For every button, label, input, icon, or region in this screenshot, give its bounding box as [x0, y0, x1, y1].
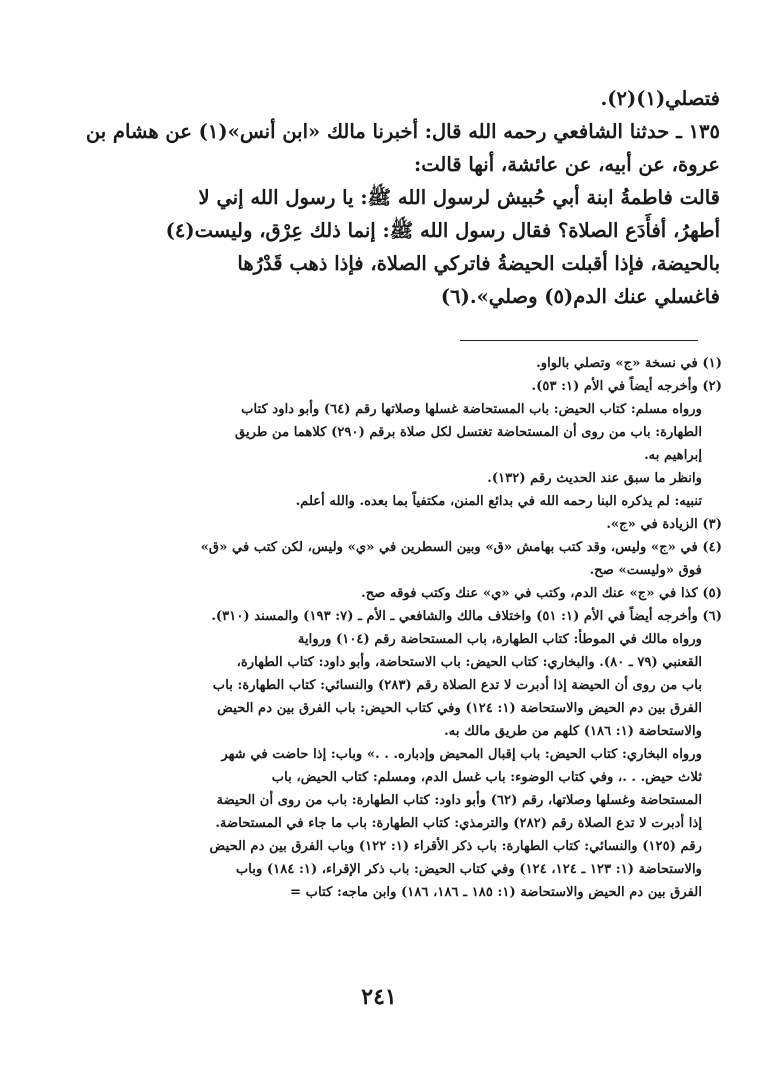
footnote-line: (٢) وأخرجه أيضاً في الأم (١: ٥٣). [531, 379, 722, 394]
footnote-line: والاستحاضة (١: ١٢٣ ـ ١٢٤، ١٢٤) وفي كتاب الحيض: باب ذكر الإقراء، (١: ١٨٤) وباب [235, 862, 702, 877]
hadith-line-6: فاغسلي عنك الدم(٥) وصلي».(٦) [440, 285, 720, 308]
footnote-line: باب من روى أن الحيضة إذا أدبرت لا تدع الصلاة رقم (٢٨٣) والنسائي: كتاب الطهارة: باب [212, 678, 702, 693]
footnote-line: المستحاضة وغسلها وصلاتها، رقم (٦٢) وأبو داود: كتاب الطهارة: باب من روى أن الحيضة [216, 793, 702, 808]
page-number: ٢٤١ [361, 984, 397, 1010]
footnote-line: رقم (١٢٥) والنسائي: كتاب الطهارة: باب ذكر الأقراء (١: ١٢٢) وباب الفرق بين دم الحيض [209, 839, 702, 854]
footnote-line: إبراهيم به. [644, 448, 702, 463]
footnote-divider [460, 340, 698, 341]
hadith-line-4: أطهرُ، أفأَدَع الصلاة؟ فقال رسول الله ﷺ: إنما ذلك عِرْق، وليست(٤) [165, 219, 720, 242]
footnote-line: القعنبي (٧٩ ـ ٨٠). والبخاري: كتاب الحيض: باب الاستحاضة، وأبو داود: كتاب الطهارة، [236, 655, 702, 670]
footnote-line: فوق «وليست» صح. [589, 563, 702, 578]
footnote-line: (٦) وأخرجه أيضاً في الأم (١: ٥١) واختلاف مالك والشافعي ـ الأم ـ (٧: ١٩٣) والمسند (٣١٠). [211, 609, 722, 624]
main-text [60, 82, 720, 313]
footnote-line: الطهارة: باب من روى أن المستحاضة تغتسل لكل صلاة برقم (٢٩٠) كلاهما من طريق [235, 425, 702, 440]
footnote-line: ثلاث حيض. . .، وفي كتاب الوضوء: باب غسل الدم، ومسلم: كتاب الحيض، باب [271, 770, 702, 785]
footnote-line: ورواه مالك في الموطأ: كتاب الطهارة، باب المستحاضة رقم (١٠٤) ورواية [297, 632, 702, 647]
footnote-line: (٥) كذا في «ج» عنك الدم، وكتب في «ي» عنك وكتب فوقه صح. [361, 586, 722, 601]
hadith-line-2: عروة، عن أبيه، عن عائشة، أنها قالت: [414, 153, 720, 176]
footnote-line: الفرق بين دم الحيض والاستحاضة (١: ١٨٥ ـ ١٨٦، ١٨٦) وابن ماجه: كتاب = [290, 885, 702, 900]
footnote-line: (١) في نسخة «ج» وتصلي بالواو. [536, 356, 722, 371]
hadith-line-1: ١٣٥ ـ حدثنا الشافعي رحمه الله قال: أخبرنا مالك «ابن أنس»(١) عن هشام بن [85, 120, 720, 143]
footnote-line: ورواه البخاري: كتاب الحيض: باب إقبال المحيض وإدباره. . .» وباب: إذا حاضت في شهر [221, 747, 702, 762]
footnote-line: والاستحاضة (١: ١٨٦) كلهم من طريق مالك به. [444, 724, 702, 739]
footnote-line: تنبيه: لم يذكره البنا رحمه الله في بدائع المنن، مكتفياً بما بعده. والله أعلم. [295, 494, 702, 509]
main-line-0: فتصلي(١)(٢). [600, 87, 720, 110]
footnote-line: وانظر ما سبق عند الحديث رقم (١٣٢). [487, 471, 702, 486]
footnote-line: ورواه مسلم: كتاب الحيض: باب المستحاضة غسلها وصلاتها رقم (٦٤) وأبو داود كتاب [241, 402, 702, 417]
footnote-line: إذا أدبرت لا تدع الصلاة رقم (٢٨٢) والترمذي: كتاب الطهارة: باب ما جاء في المستحاضة. [215, 816, 702, 831]
footnote-line: (٤) في «ج» وليس، وقد كتب بهامش «ق» وبين السطرين في «ي» وليس، لكن كتب في «ق» [200, 540, 722, 555]
hadith-line-5: بالحيضة، فإذا أقبلت الحيضةُ فاتركي الصلاة، فإذا ذهب قَدْرُها [237, 252, 720, 275]
footnote-line: (٣) الزيادة في «ج». [606, 517, 722, 532]
footnote-line: الفرق بين دم الحيض والاستحاضة (١: ١٢٤) وفي كتاب الحيض: باب الفرق بين دم الحيض [217, 701, 702, 716]
hadith-line-3: قالت فاطمةُ ابنة أبي حُبيش لرسول الله ﷺ: يا رسول الله إني لا [198, 186, 720, 209]
footnotes [56, 352, 722, 904]
